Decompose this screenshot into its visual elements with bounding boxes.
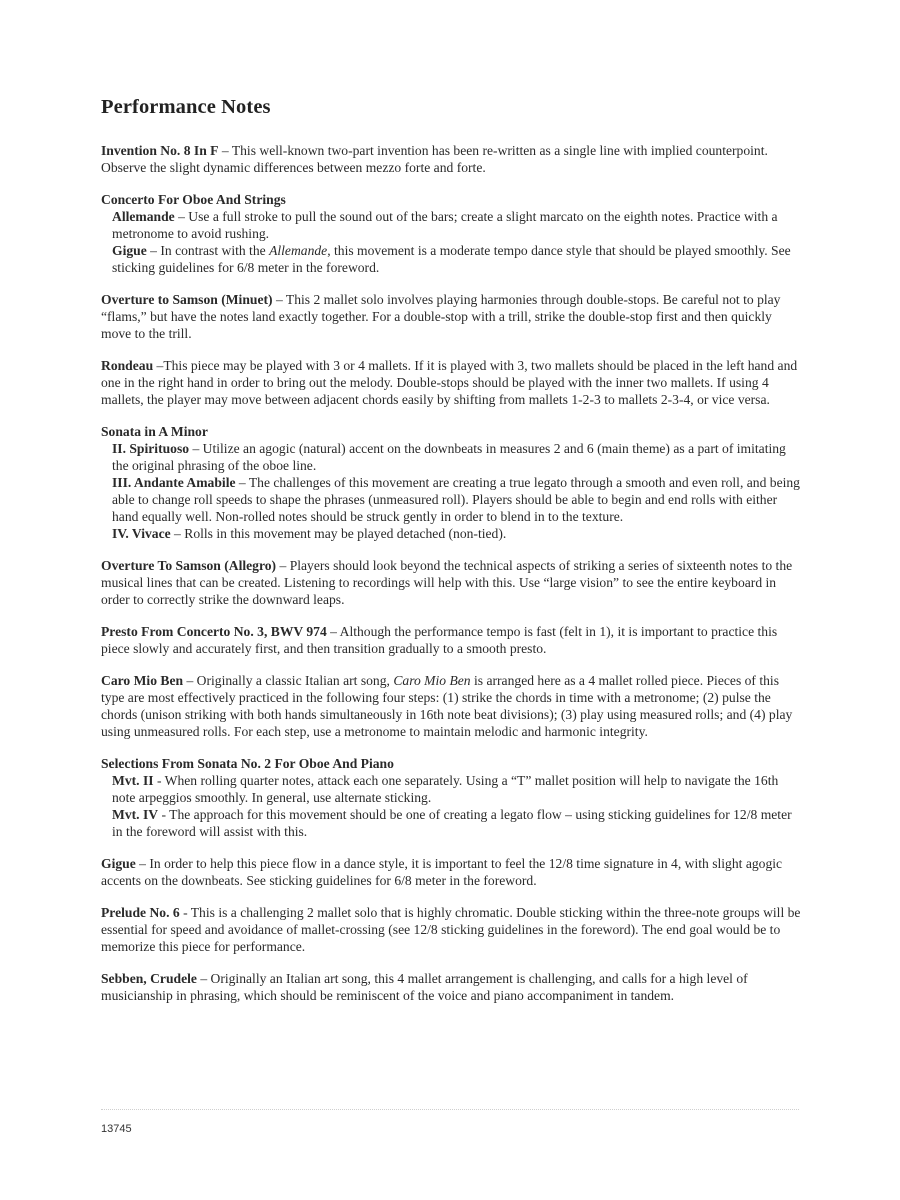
sub-heading: Allemande — [112, 209, 175, 224]
note-concerto-oboe — [101, 191, 801, 276]
sub-text: – Utilize an agogic (natural) accent on the downbeats in measures 2 and 6 (main theme) as a part of imitating the original phrasing of the oboe line. — [112, 441, 786, 473]
note-caro-mio-ben — [101, 672, 801, 740]
entry-text: – Originally an Italian art song, this 4 mallet arrangement is challenging, and calls for a high level of musicianship in phrasing, which should be reminiscent of the voice and piano accompaniment in tandem. — [101, 971, 748, 1003]
entry-heading: Rondeau — [101, 358, 154, 373]
entry-text: – Players should look beyond the technical aspects of striking a series of sixteenth notes to the musical lines that can be created. Listening to recordings will help with this. Use “large vision” to see the entire keyboard in order to correctly strike the downward leaps. — [101, 558, 793, 607]
entry-heading: Presto From Concerto No. 3, BWV 974 — [101, 624, 327, 639]
footer-divider — [101, 1109, 799, 1110]
document-page — [101, 96, 801, 1019]
sub-heading: II. Spirituoso — [112, 441, 190, 456]
entry-heading: Selections From Sonata No. 2 For Oboe And Piano — [101, 756, 394, 771]
sub-entry-vivace — [101, 525, 801, 542]
entry-heading: Prelude No. 6 — [101, 905, 180, 920]
entry-heading: Caro Mio Ben — [101, 673, 184, 688]
sub-heading: Mvt. II — [112, 773, 154, 788]
entry-heading: Invention No. 8 In F — [101, 143, 219, 158]
entry-heading: Sebben, Crudele — [101, 971, 197, 986]
sub-text: – In contrast with the — [146, 243, 270, 258]
note-sonata-no-2 — [101, 755, 801, 840]
entry-text: is arranged here as a 4 mallet rolled piece. Pieces of this type are most effectively practiced in the following four steps: (1) strike the chords in time with a metronome; (2) pulse the chords (unison striking with both hands simultaneously in 16th note beat divisions); (3) play using measured rolls; and (4) play using unmeasured rolls. For each step, use a metronome to maintain melodic and harmonic integrity. — [101, 673, 793, 739]
sub-text: – Use a full stroke to pull the sound out of the bars; create a slight marcato on the eighth notes. Practice with a metronome to avoid rushing. — [112, 209, 778, 241]
sub-entry-allemande — [101, 208, 801, 242]
note-prelude-no-6 — [101, 904, 801, 955]
sub-entry-mvt-ii — [101, 772, 801, 806]
note-rondeau — [101, 357, 801, 408]
entry-heading: Overture To Samson (Allegro) — [101, 558, 277, 573]
sub-entry-mvt-iv — [101, 806, 801, 840]
sub-heading: III. Andante Amabile — [112, 475, 236, 490]
sub-text: – Rolls in this movement may be played detached (non-tied). — [170, 526, 507, 541]
entry-text: – Originally a classic Italian art song, — [183, 673, 394, 688]
entry-text: – This well-known two-part invention has been re-written as a single line with implied counterpoint. Observe the slight dynamic differences between mezzo forte and forte. — [101, 143, 768, 175]
entry-text: – Although the performance tempo is fast (felt in 1), it is important to practice this piece slowly and accurately first, and then transition gradually to a smooth presto. — [101, 624, 778, 656]
note-overture-minuet — [101, 291, 801, 342]
note-presto-bwv-974 — [101, 623, 801, 657]
note-sonata-a-minor — [101, 423, 801, 542]
sub-heading: IV. Vivace — [112, 526, 171, 541]
note-overture-allegro — [101, 557, 801, 608]
entry-text: - This is a challenging 2 mallet solo that is highly chromatic. Double sticking within the three-note groups will be essential for speed and avoidance of mallet-crossing (see 12/8 sticking guidelines in the foreword). The end goal would be to memorize this piece for performance. — [101, 905, 801, 954]
entry-heading: Sonata in A Minor — [101, 424, 208, 439]
sub-text: - The approach for this movement should be one of creating a legato flow – using sticking guidelines for 12/8 meter in the foreword will assist with this. — [112, 807, 792, 839]
sub-heading: Gigue — [112, 243, 147, 258]
entry-text: –This piece may be played with 3 or 4 mallets. If it is played with 3, two mallets should be placed in the left hand and one in the right hand in order to bring out the melody. Double-stops should be played with the inner two mallets. If using 4 mallets, the player may move between adjacent chords easily by shifting from mallets 1-2-3 to mallets 2-3-4, or vice versa. — [101, 358, 798, 407]
entry-heading: Gigue — [101, 856, 136, 871]
italic-title: Caro Mio Ben — [393, 673, 471, 688]
entry-text: – In order to help this piece flow in a dance style, it is important to feel the 12/8 time signature in 4, with slight agogic accents on the downbeats. See sticking guidelines for 6/8 meter in the foreword. — [101, 856, 783, 888]
note-sebben-crudele — [101, 970, 801, 1004]
entry-heading: Concerto For Oboe And Strings — [101, 192, 286, 207]
sub-entry-spirituoso — [101, 440, 801, 474]
sub-heading: Mvt. IV — [112, 807, 159, 822]
sub-text: – The challenges of this movement are creating a true legato through a smooth and even roll, and being able to change roll speeds to shape the phrases (unmeasured roll). Players should be able to begin and end rolls with either hand equally well. Non-rolled notes should be struck gently in order to blend in to the texture. — [112, 475, 800, 524]
page-number: 13745 — [101, 1123, 132, 1135]
note-invention-no-8 — [101, 142, 801, 176]
entry-heading: Overture to Samson (Minuet) — [101, 292, 273, 307]
sub-entry-andante — [101, 474, 801, 525]
italic-title: Allemande — [269, 243, 328, 258]
sub-text: , this movement is a moderate tempo dance style that should be played smoothly. See sticking guidelines for 6/8 meter in the foreword. — [112, 243, 791, 275]
note-gigue — [101, 855, 801, 889]
page-title: Performance Notes — [101, 96, 271, 118]
sub-entry-gigue — [101, 242, 801, 276]
entry-text: – This 2 mallet solo involves playing harmonies through double-stops. Be careful not to play “flams,” but have the notes land exactly together. For a double-stop with a trill, strike the double-stop first and then quickly move to the trill. — [101, 292, 781, 341]
sub-text: - When rolling quarter notes, attack each one separately. Using a “T” mallet position will help to navigate the 16th note arpeggios smoothly. In general, use alternate sticking. — [112, 773, 779, 805]
